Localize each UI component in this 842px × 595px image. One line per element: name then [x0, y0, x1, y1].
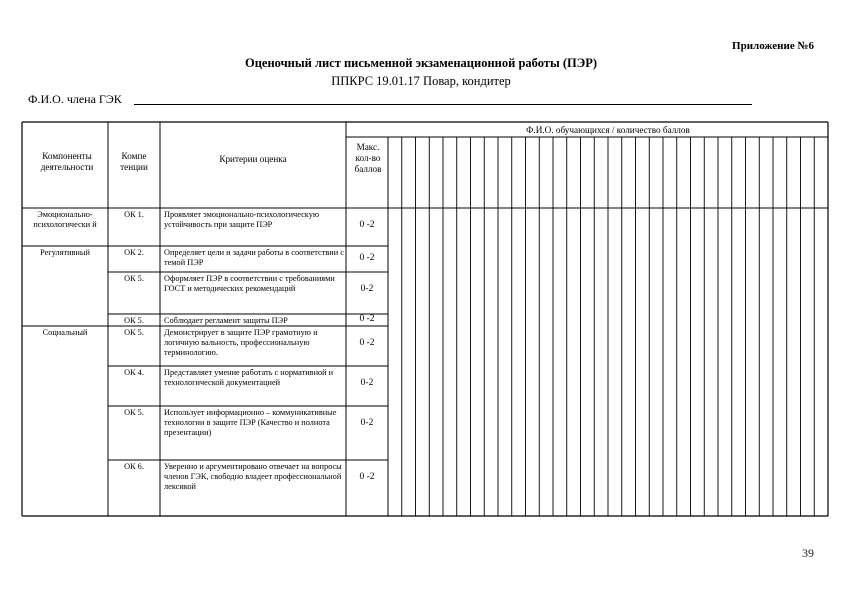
criterion-cell: Определяет цели и задачи работы в соответствии с темой ПЭР [164, 248, 344, 267]
max-score-cell: 0 -2 [359, 253, 375, 263]
competence-code-cell: ОК 5. [124, 274, 144, 283]
competence-code-cell: ОК 6. [124, 462, 144, 471]
component-cell: Эмоционально-психологически й [33, 210, 97, 229]
component-cell: Регулятивный [40, 248, 90, 257]
criterion-cell: Проявляет эмоционально-психологическую устойчивость при защите ПЭР [164, 210, 320, 229]
header-competence: Компе тенции [120, 151, 148, 172]
header-component: Компоненты деятельности [40, 151, 94, 172]
criterion-cell: Использует информационно – коммуникативные технологии в защите ПЭР (Качество и полнота презентации) [164, 408, 337, 437]
competence-code-cell: ОК 5. [124, 408, 144, 417]
header-max-score: Макс. кол-во баллов [354, 142, 382, 174]
max-score-cell: 0-2 [360, 284, 374, 294]
page-number: 39 [802, 546, 814, 560]
appendix-label: Приложение №6 [732, 40, 814, 52]
header-criteria: Критерии оценка [219, 154, 287, 164]
max-score-cell: 0 -2 [359, 472, 375, 482]
criterion-cell: Представляет умение работать с нормативной и технологической документацией [164, 368, 334, 387]
max-score-cell: 0 -2 [359, 220, 375, 230]
max-score-cell: 0 -2 [359, 338, 375, 348]
competence-code-cell: ОК 2. [124, 248, 144, 257]
commission-member-label: Ф.И.О. члена ГЭК [28, 92, 122, 106]
document-title: Оценочный лист письменной экзаменационной работы (ПЭР) [245, 56, 597, 70]
criterion-cell: Оформляет ПЭР в соответствии с требованиями ГОСТ и методических рекомендаций [164, 274, 335, 293]
component-cell: Социальный [42, 328, 88, 337]
competence-code-cell: ОК 5. [124, 316, 144, 325]
max-score-cell: 0 -2 [359, 314, 375, 324]
criterion-cell: Уверенно и аргументировано отвечает на вопросы членов ГЭК, свободно владеет профессиональной лексикой [164, 462, 342, 491]
header-students: Ф.И.О. обучающихся / количество баллов [526, 125, 690, 135]
competence-code-cell: ОК 4. [124, 368, 144, 377]
competence-code-cell: ОК 1. [124, 210, 144, 219]
document-subtitle: ППКРС 19.01.17 Повар, кондитер [331, 74, 511, 88]
criterion-cell: Соблюдает регламент защиты ПЭР [164, 316, 288, 325]
max-score-cell: 0-2 [360, 418, 374, 428]
competence-code-cell: ОК 5. [124, 328, 144, 337]
max-score-cell: 0-2 [360, 378, 374, 388]
criterion-cell: Демонстрирует в защите ПЭР грамотную и логичную вальность, профессиональную терминологию. [164, 328, 318, 357]
